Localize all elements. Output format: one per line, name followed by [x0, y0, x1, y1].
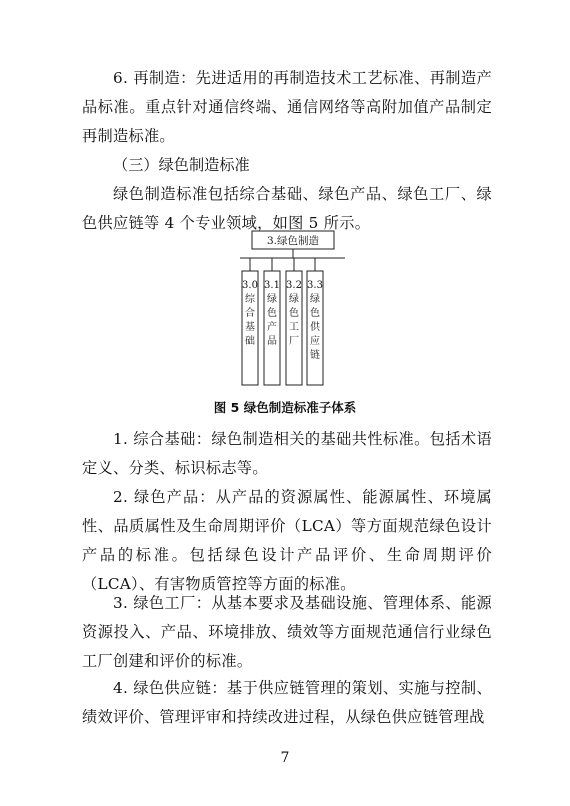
diagram-code-3-2: 3.2	[286, 280, 302, 291]
paragraph-remanufacturing: 6. 再制造：先进适用的再制造技术工艺标准、再制造产品标准。重点针对通信终端、通信网络等高附加值产品制定再制造标准。	[82, 69, 492, 145]
diagram-char: 色	[310, 308, 320, 319]
diagram-char: 工	[289, 322, 299, 333]
paragraph-comprehensive-basis: 1. 综合基础：绿色制造相关的基础共性标准。包括术语定义、分类、标识标志等。	[82, 430, 492, 477]
green-manufacturing-diagram	[0, 0, 570, 395]
diagram-char: 产	[267, 322, 277, 333]
diagram-code-3-1: 3.1	[264, 280, 280, 291]
diagram-char: 应	[310, 336, 320, 347]
diagram-root-label: 3.绿色制造	[266, 235, 320, 247]
diagram-code-3-3: 3.3	[307, 280, 323, 291]
diagram-char: 绿	[289, 294, 299, 305]
diagram-char: 绿	[310, 294, 320, 305]
diagram-char: 厂	[289, 336, 299, 347]
paragraph-green-supply-chain: 4. 绿色供应链：基于供应链管理的策划、实施与控制、绩效评价、管理评审和持续改进过程，从绿色供应链管理战	[82, 679, 492, 726]
paragraph-intro: 绿色制造标准包括综合基础、绿色产品、绿色工厂、绿色供应链等 4 个专业领域，如图 5 所示。	[82, 185, 492, 232]
diagram-char: 绿	[267, 294, 277, 305]
paragraph-green-factory: 3. 绿色工厂：从基本要求及基础设施、管理体系、能源资源投入、产品、环境排放、绩效等方面规范通信行业绿色工厂创建和评价的标准。	[82, 594, 492, 670]
diagram-char: 色	[267, 308, 277, 319]
diagram-char: 基	[245, 322, 255, 333]
diagram-char: 品	[267, 336, 277, 347]
figure-caption: 图 5 绿色制造标准子体系	[213, 400, 357, 415]
diagram-char: 综	[245, 294, 255, 305]
paragraph-green-products: 2. 绿色产品：从产品的资源属性、能源属性、环境属性、品质属性及生命周期评价（LCA）等方面规范绿色设计产品的标准。包括绿色设计产品评价、生命周期评价（LCA）、有害物质管控等方面的标准。	[82, 488, 492, 593]
diagram-char: 础	[245, 336, 255, 347]
page-number: 7	[280, 750, 290, 766]
diagram-code-3-0: 3.0	[242, 280, 258, 291]
diagram-char: 合	[245, 308, 255, 319]
diagram-char: 链	[310, 350, 320, 361]
section-heading-green-manufacturing: （三）绿色制造标准	[113, 156, 250, 174]
diagram-char: 供	[310, 322, 320, 333]
diagram-char: 色	[289, 308, 299, 319]
